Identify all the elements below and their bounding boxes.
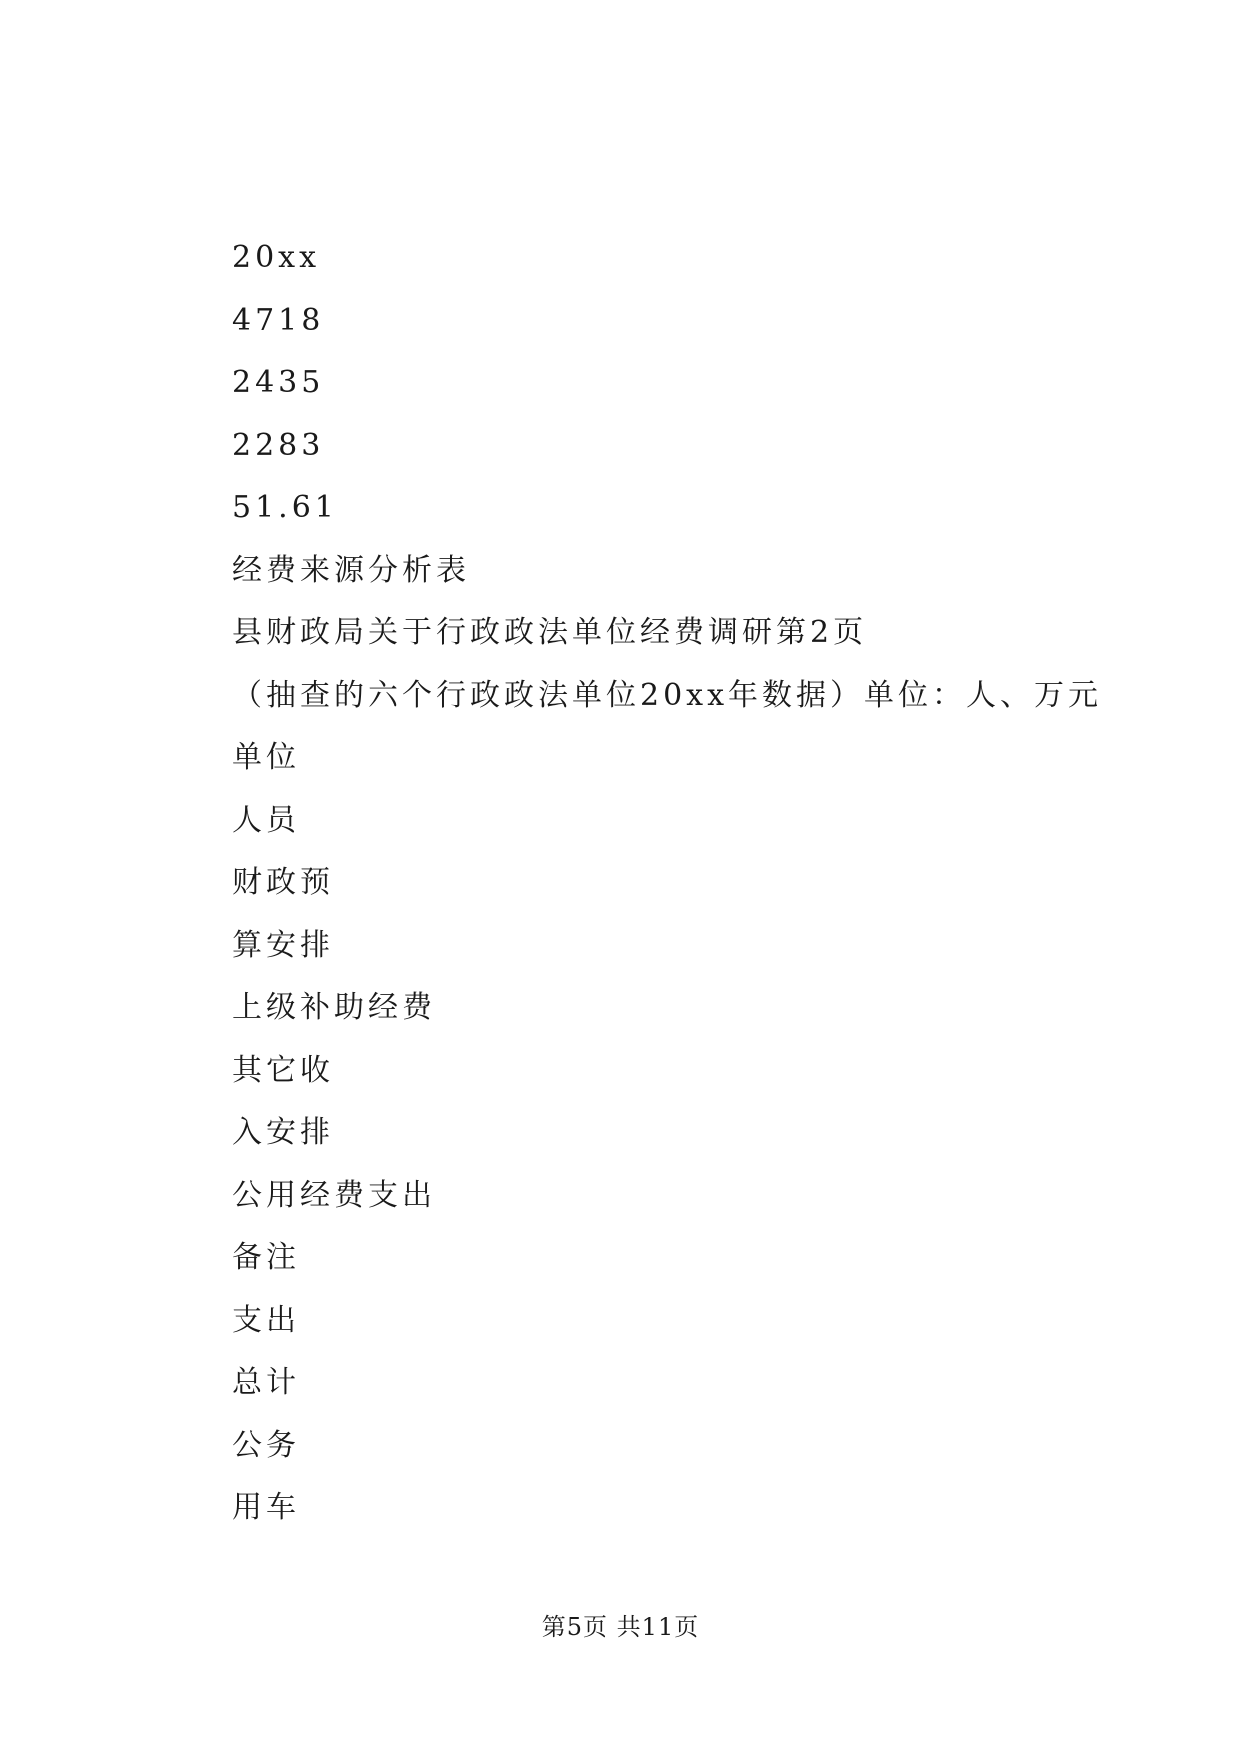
document-body xyxy=(232,234,1132,1547)
text-line: 支出 xyxy=(232,1302,300,1338)
text-line: 20xx xyxy=(232,240,321,275)
text-line: 2435 xyxy=(232,365,325,400)
text-line: 备注 xyxy=(232,1240,300,1275)
table-title: 经费来源分析表 xyxy=(232,552,470,588)
text-line: 单位 xyxy=(232,740,300,775)
text-line: 用车 xyxy=(232,1490,300,1525)
text-line: 2283 xyxy=(232,427,325,463)
text-line: 51.61 xyxy=(232,490,338,525)
text-line: 4718 xyxy=(232,302,325,338)
text-line: 其它收 xyxy=(232,1052,334,1088)
text-line: 公务 xyxy=(232,1427,300,1463)
text-line: 人员 xyxy=(232,802,300,838)
text-line: 财政预 xyxy=(232,865,334,900)
text-line: 算安排 xyxy=(232,927,334,963)
text-line: 上级补助经费 xyxy=(232,990,436,1025)
text-line: 总计 xyxy=(232,1365,300,1400)
text-line: 入安排 xyxy=(232,1115,334,1150)
page-footer: 第5页 共11页 xyxy=(541,1613,700,1641)
document-heading: 县财政局关于行政政法单位经费调研第2页 xyxy=(232,615,868,650)
text-line: 公用经费支出 xyxy=(232,1177,436,1213)
table-subtitle: （抽查的六个行政政法单位20xx年数据）单位：人、万元 xyxy=(232,677,1103,713)
